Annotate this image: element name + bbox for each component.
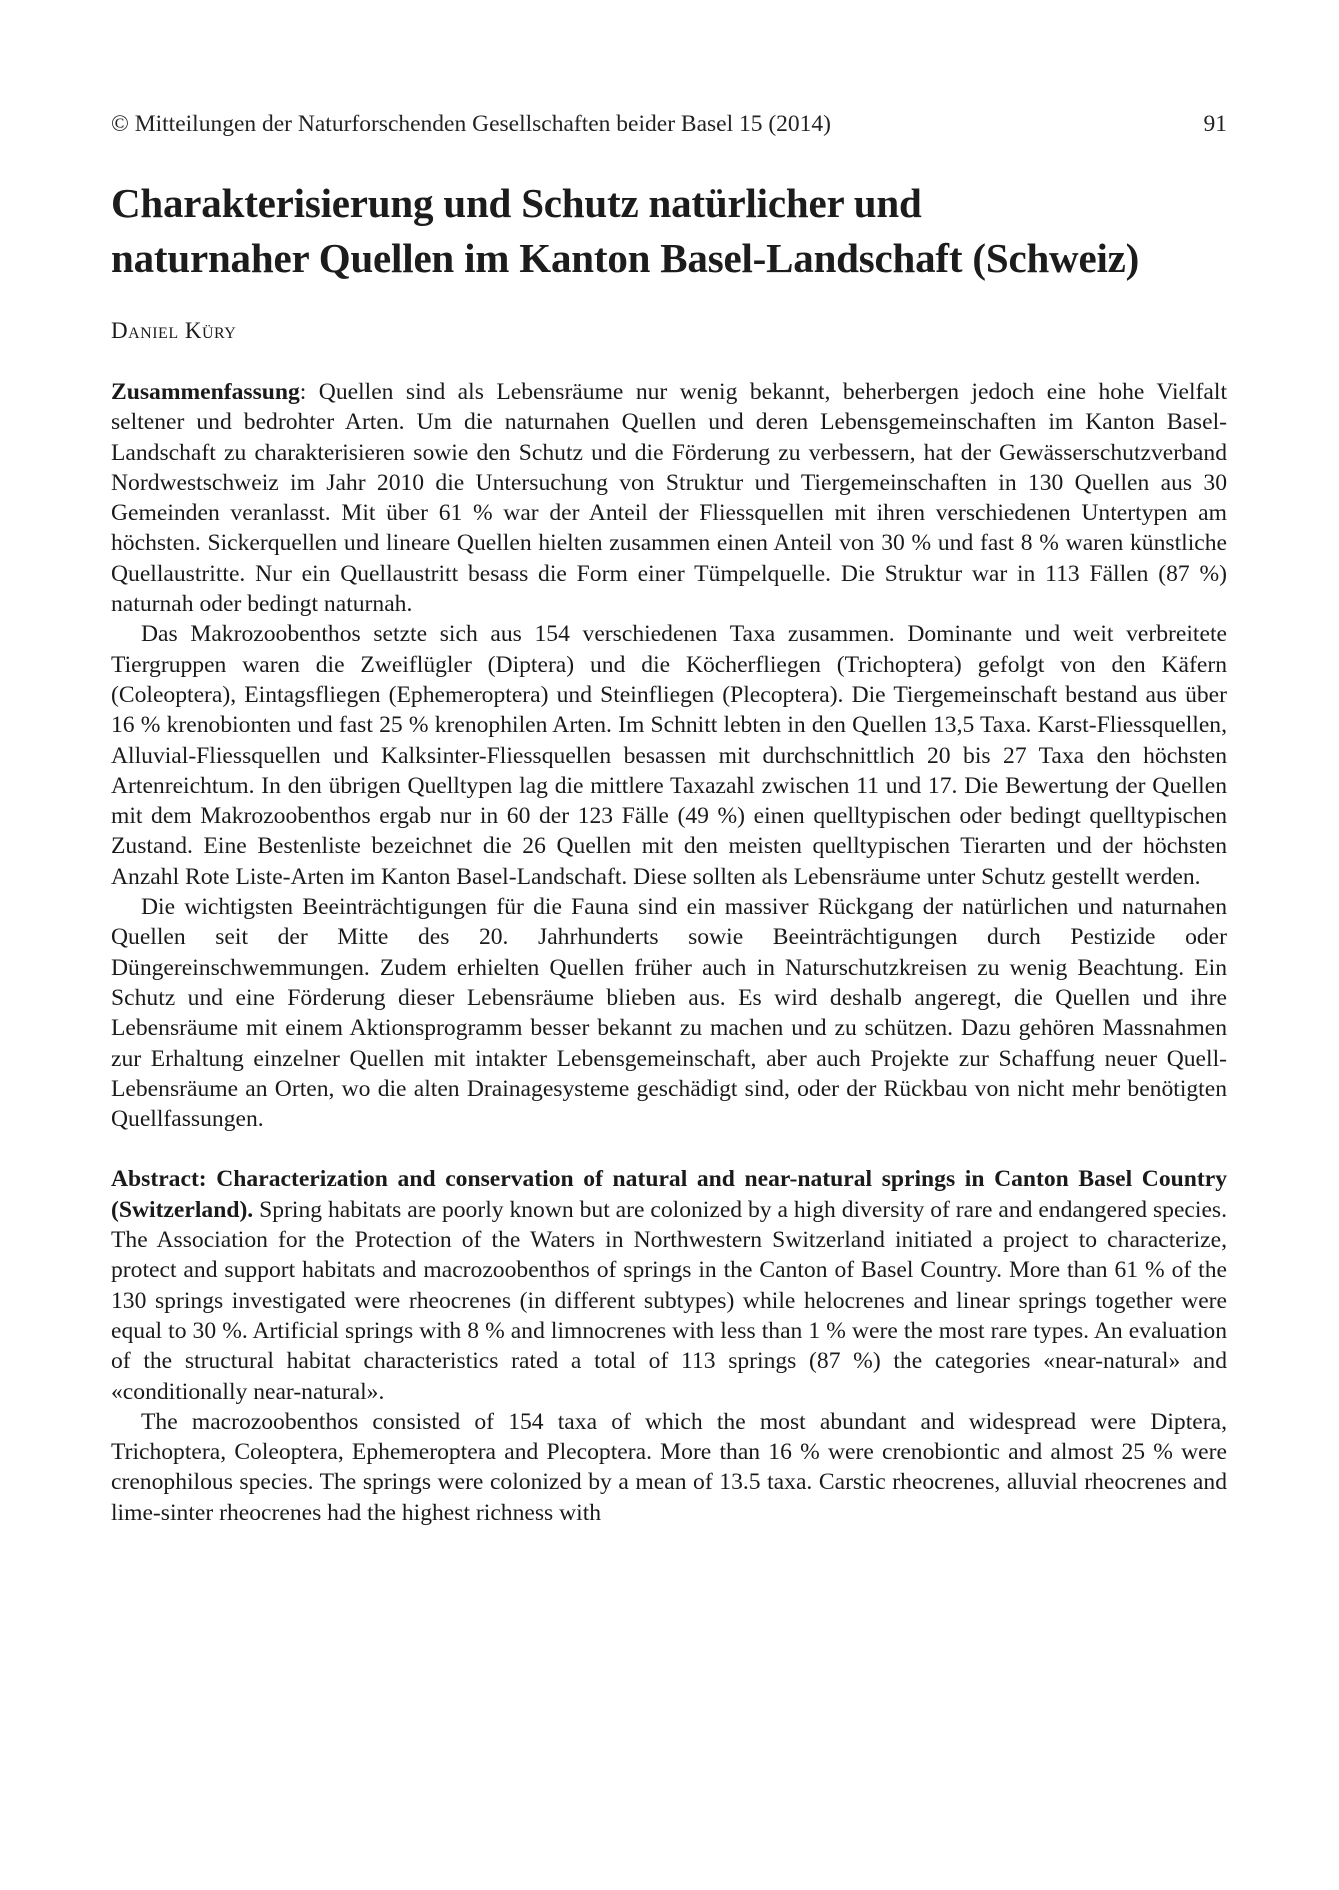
zusammenfassung-paragraph-2: Das Makrozoobenthos setzte sich aus 154 verschiedenen Taxa zusammen. Dominante und weit verbreitete Tiergruppen waren die Zweiflügler (Diptera) und die Köcherfliegen (Trichoptera) gefolgt von den Käfern (Coleoptera), Eintagsfliegen (Ephemeroptera) und Steinfliegen (Plecoptera). Die Tiergemeinschaft bestand aus über 16 % krenobionten und fast 25 % krenophilen Arten. Im Schnitt lebten in den Quellen 13,5 Taxa. Karst-Fliessquellen, Alluvial-Fliessquellen und Kalksinter-Fliessquellen besassen mit durchschnittlich 20 bis 27 Taxa den höchsten Artenreichtum. In den übrigen Quelltypen lag die mittlere Taxazahl zwischen 11 und 17. Die Bewertung der Quellen mit dem Makrozoobenthos ergab nur in 60 der 123 Fälle (49 %) einen quelltypischen oder bedingt quelltypischen Zustand. Eine Bestenliste bezeichnet die 26 Quellen mit den meisten quelltypischen Tierarten und der höchsten Anzahl Rote Liste-Arten im Kanton Basel-Landschaft. Diese sollten als Lebensräume unter Schutz gestellt werden. xyxy=(111,621,1227,890)
running-head xyxy=(111,110,1227,138)
abstract-text-1: Spring habitats are poorly known but are colonized by a high diversity of rare and endangered species. The Association for the Protection of the Waters in Northwestern Switzerland initiated a project to characterize, protect and support habitats and macrozoobenthos of springs in the Canton of Basel Country. More than 61 % of the 130 springs investigated were rheocrenes (in different subtypes) while helocrenes and linear springs together were equal to 30 %. Artificial springs with 8 % and limnocrenes with less than 1 % were the most rare types. An evaluation of the structural habitat characteristics rated a total of 113 springs (87 %) the categories «near-natural» and «conditionally near-natural». xyxy=(111,1196,1227,1405)
zusammenfassung-text-1: : Quellen sind als Lebensräume nur wenig bekannt, beherbergen jedoch eine hohe Vielfalt seltener und bedrohter Arten. Um die naturnahen Quellen und deren Lebensgemeinschaften im Kanton Basel-Landschaft zu charakterisieren sowie den Schutz und die Förderung zu verbessern, hat der Gewässerschutzverband Nordwestschweiz im Jahr 2010 die Untersuchung von Struktur und Tiergemeinschaften in 130 Quellen aus 30 Gemeinden veranlasst. Mit über 61 % war der Anteil der Fliessquellen mit ihren verschiedenen Untertypen am höchsten. Sickerquellen und lineare Quellen hielten zusammen einen Anteil von 30 % und fast 8 % waren künstliche Quellaustritte. Nur ein Quellaustritt besass die Form einer Tümpelquelle. Die Struktur war in 113 Fällen (87 %) naturnah oder bedingt naturnah. xyxy=(111,379,1227,618)
abstract-paragraph-1 xyxy=(111,1164,1227,1406)
abstract-section xyxy=(111,1164,1227,1528)
author-name: Daniel Küry xyxy=(111,318,237,343)
page xyxy=(111,110,1227,1528)
zusammenfassung-section xyxy=(111,377,1227,1134)
page-number: 91 xyxy=(1203,111,1227,137)
zusammenfassung-label: Zusammenfassung xyxy=(111,379,300,405)
title-line-2: naturnaher Quellen im Kanton Basel-Landschaft (Schweiz) xyxy=(111,235,1140,281)
title-line-1: Charakterisierung und Schutz natürlicher und xyxy=(111,180,922,226)
abstract-paragraph-2: The macrozoobenthos consisted of 154 taxa of which the most abundant and widespread were Diptera, Trichoptera, Coleoptera, Ephemeroptera and Plecoptera. More than 16 % were crenobiontic and almost 25 % were crenophilous species. The springs were colonized by a mean of 13.5 taxa. Carstic rheocrenes, alluvial rheocrenes and lime-sinter rheocrenes had the highest richness with xyxy=(111,1408,1227,1526)
article-title xyxy=(111,176,1227,286)
abstract-label: Abstract: Characterization and conservation of natural and near-natural springs in Canton Basel Country (Switzerland). xyxy=(111,1166,1227,1223)
zusammenfassung-paragraph-1 xyxy=(111,377,1227,619)
zusammenfassung-paragraph-3: Die wichtigsten Beeinträchtigungen für die Fauna sind ein massiver Rückgang der natürlichen und naturnahen Quellen seit der Mitte des 20. Jahrhunderts sowie Beeinträchtigungen durch Pestizide oder Düngereinschwemmungen. Zudem erhielten Quellen früher auch in Naturschutzkreisen zu wenig Beachtung. Ein Schutz und eine Förderung dieser Lebensräume blieben aus. Es wird deshalb angeregt, die Quellen und ihre Lebensräume mit einem Aktionsprogramm besser bekannt zu machen und zu schützen. Dazu gehören Massnahmen zur Erhaltung einzelner Quellen mit intakter Lebensgemeinschaft, aber auch Projekte zur Schaffung neuer Quell-Lebensräume an Orten, wo die alten Drainagesysteme geschädigt sind, oder der Rückbau von nicht mehr benötigten Quellfassungen. xyxy=(111,894,1227,1133)
journal-citation: © Mitteilungen der Naturforschenden Gesellschaften beider Basel 15 (2014) xyxy=(111,111,832,137)
